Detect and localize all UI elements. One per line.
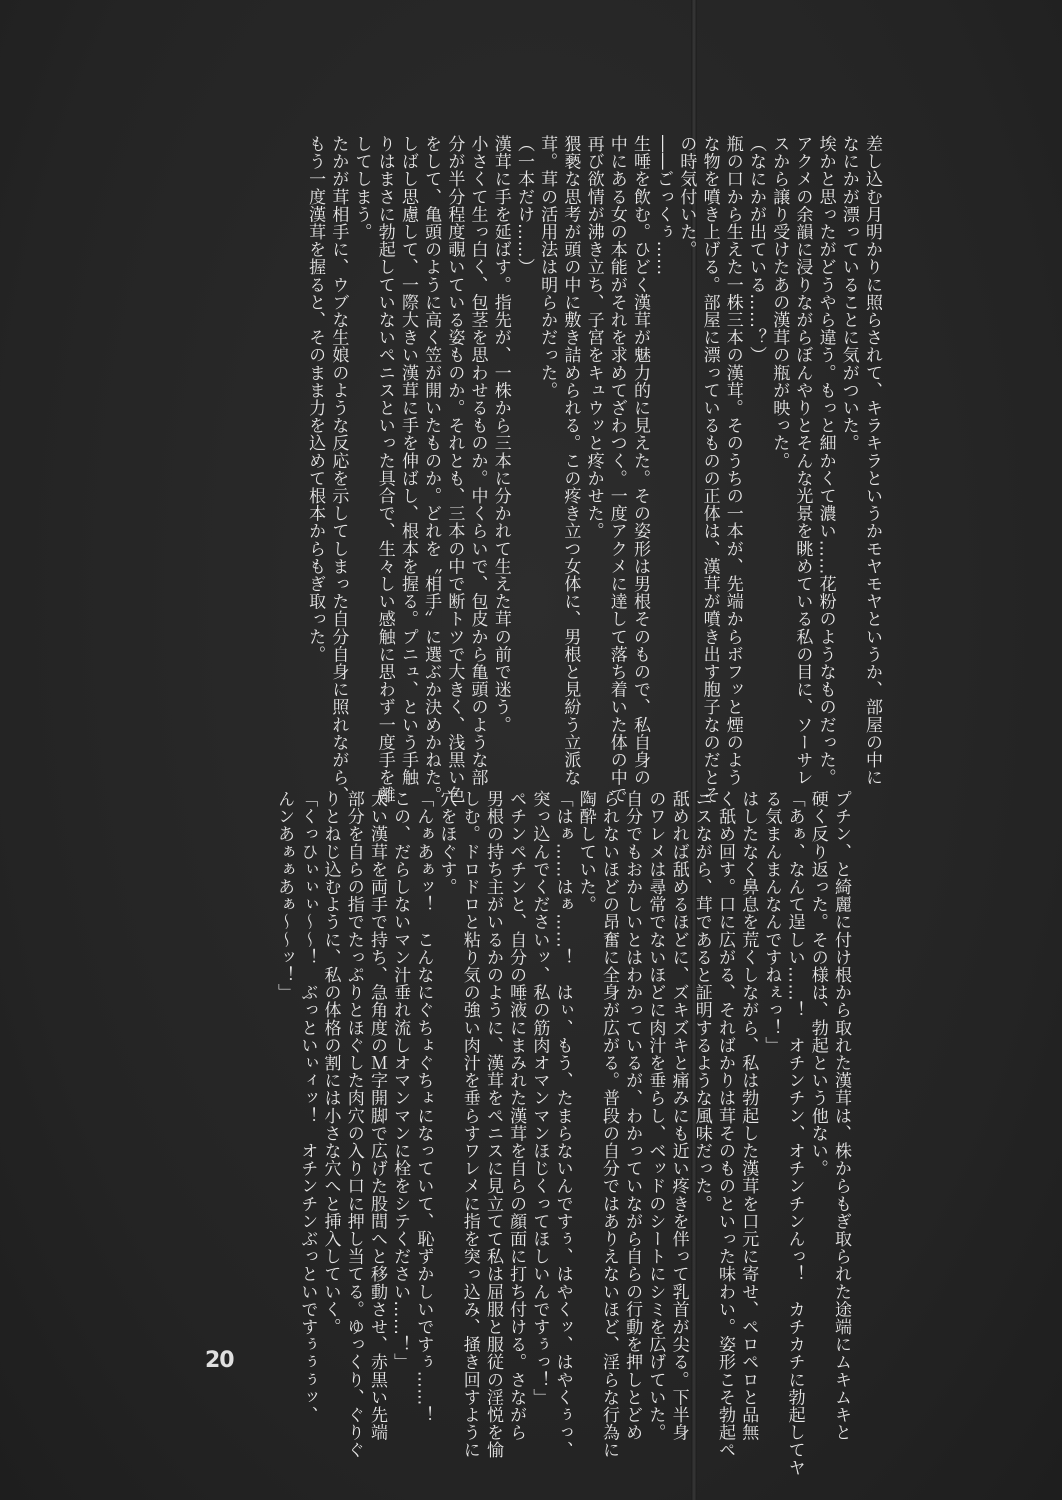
text-line: な物を噴き上げる。部屋に漂っているものの正体は、漢茸が噴き出す胞子なのだとそ bbox=[699, 135, 720, 804]
text-line: 漢茸に手を延ばす。指先が、一株から三本に分かれて生えた茸の前で迷う。 bbox=[490, 135, 511, 734]
text-line: 穴をほぐす。 bbox=[436, 790, 457, 896]
page-number: 20 bbox=[205, 1348, 234, 1373]
text-line: 「んぁあぁッ！ こんなにぐちょぐちょになっていて、恥ずかしいですぅ……！ bbox=[413, 790, 434, 1424]
text-line: 部分を自らの指でたっぷりとほぐした肉穴の入り口に押し当てる。ゆっくり、ぐりぐ bbox=[343, 790, 364, 1459]
text-line: ――ごっくぅ…… bbox=[653, 135, 674, 276]
text-line: もう一度漢茸を握ると、そのまま力を込めて根本からもぎ取った。 bbox=[305, 135, 326, 663]
text-line: 小さくて生っ白く、包茎を思わせるものか。中くらいで、包皮から亀頭のような部 bbox=[467, 135, 488, 787]
text-line: 差し込む月明かりに照らされて、キラキラというかモヤモヤというか、部屋の中に bbox=[862, 135, 882, 787]
text-line: りはまさに勃起していないペニスといった具合で、生々しい感触に思わず一度手を離 bbox=[374, 135, 395, 804]
text-line: 太い漢茸を両手で持ち、急角度のＭ字開脚で広げた股間へと移動させ、赤黒い先端 bbox=[366, 790, 387, 1442]
text-line: スから譲り受けたあの漢茸の瓶が映った。 bbox=[769, 135, 790, 470]
text-line: アクメの余韻に浸りながらぼんやりとそんな光景を眺めている私の目に、ソーサレ bbox=[792, 135, 813, 787]
text-line: 自分でもおかしいとはわかっているが、わかっていながら自らの行動を押しとどめ bbox=[622, 790, 643, 1442]
text-line: 茸。茸の活用法は明らかだった。 bbox=[537, 135, 558, 399]
text-line: しばし思慮して、一際大きい漢茸に手を伸ばし、根本を握る。プニュ、という手触 bbox=[397, 135, 418, 787]
text-line: 舐めれば舐めるほどに、ズキズキと痛みにも近い疼きを伴って乳首が尖る。下半身 bbox=[668, 790, 689, 1442]
text-line: 再び欲情が沸き立ち、子宮をキュウッと疼かせた。 bbox=[583, 135, 604, 540]
text-line: んンあぁぁあぁ〜〜ッ！」 bbox=[274, 790, 295, 1002]
text-line: ニスながら、茸であると証明するような風味だった。 bbox=[691, 790, 712, 1213]
text-line: 硬く反り返った。その様は、勃起という他ない。 bbox=[807, 790, 828, 1178]
text-line: 男根の持ち主がいるかのように、漢茸をペニスに見立てて私は屈服と服従の淫悦を愉 bbox=[482, 790, 503, 1459]
text-line: （一本だけ……） bbox=[513, 135, 534, 276]
text-line: はしたなく鼻息を荒くしながら、私は勃起した漢茸を口元に寄せ、ペロペロと品無 bbox=[738, 790, 759, 1442]
text-line: 埃かと思ったがどうやら違う。もっと細かくて濃い……花粉のようなものだった。 bbox=[815, 135, 836, 787]
text-line: ペチンペチンと、自分の唾液にまみれた漢茸を自らの顔面に打ち付ける。さながら bbox=[506, 790, 527, 1442]
text-line: 分が半分程度覗いている姿ものか。それとも、三本の中で断トツで大きく、浅黒い色 bbox=[444, 135, 465, 804]
text-line: りとねじ込むように、私の体格の割には小さな穴へと挿入していく。 bbox=[320, 790, 341, 1336]
text-line: プチン、と綺麗に付け根から取れた漢茸は、株からもぎ取られた途端にムキムキと bbox=[831, 790, 851, 1442]
text-line: をして、亀頭のように高く笠が開いたものか。どれを〝相手〟に選ぶか決めかねた。 bbox=[421, 135, 442, 804]
text-line: る気まんまんなんですねぇっ！」 bbox=[761, 790, 782, 1054]
text-line: この、だらしないマン汁垂れ流しオマンマンに栓をシテください……！」 bbox=[390, 790, 411, 1371]
text-line: 「はぁ……はぁ……！ はぃ、もう、たまらないんですぅ、はやくッ、はやくぅっ、 bbox=[552, 790, 573, 1459]
text-line: られないほどの昂奮に全身が広がる。普段の自分ではありえないほど、淫らな行為に bbox=[598, 790, 619, 1459]
text-line: 陶酔していた。 bbox=[575, 790, 596, 914]
text-line: く舐め回す。口に広がる、そればかりは茸そのものといった味わい。姿形こそ勃起ペ bbox=[714, 790, 735, 1459]
text-line: たかが茸相手に、ウブな生娘のような反応を示してしまった自分自身に照れながら、 bbox=[328, 135, 349, 804]
text-line: なにかが漂っていることに気がついた。 bbox=[838, 135, 859, 452]
text-line: の時気付いた。 bbox=[676, 135, 697, 259]
text-line: 生唾を飲む。ひどく漢茸が魅力的に見えた。その姿形は男根そのもので、私自身の bbox=[629, 135, 650, 787]
text-line: のワレメは尋常でないほどに肉汁を垂らし、ベッドのシートにシミを広げていた。 bbox=[645, 790, 666, 1442]
text-block-bottom bbox=[274, 790, 852, 1477]
text-block-top bbox=[188, 135, 883, 804]
text-line: 中にある女の本能がそれを求めてざわつく。一度アクメに達して落ち着いた体の中で bbox=[606, 135, 627, 804]
text-line: 「あぁ、なんて逞しい……！ オチンチン、オチンチンんっ！ カチカチに勃起してヤ bbox=[784, 790, 805, 1477]
text-line: 瓶の口から生えた一株三本の漢茸。そのうちの一本が、先端からボフッと煙のよう bbox=[722, 135, 743, 787]
text-line: してしまう。 bbox=[351, 135, 372, 241]
text-line: しむ。ドロドロと粘り気の強い肉汁を垂らすワレメに指を突っ込み、掻き回すように bbox=[459, 790, 480, 1459]
text-line: 突っ込んでくださいッ、私の筋肉オマンマンほじくってほしいんですぅっ！」 bbox=[529, 790, 550, 1406]
text-line: 猥褻な思考が頭の中に敷き詰められる。この疼き立つ女体に、男根と見紛う立派な bbox=[560, 135, 581, 787]
text-line: （なにかが出ている……？） bbox=[745, 135, 766, 364]
text-line: 「くっひぃぃぃ〜〜！ ぶっといぃィッ！ オチンチンぶっといですぅぅぅッ、 bbox=[297, 790, 318, 1424]
